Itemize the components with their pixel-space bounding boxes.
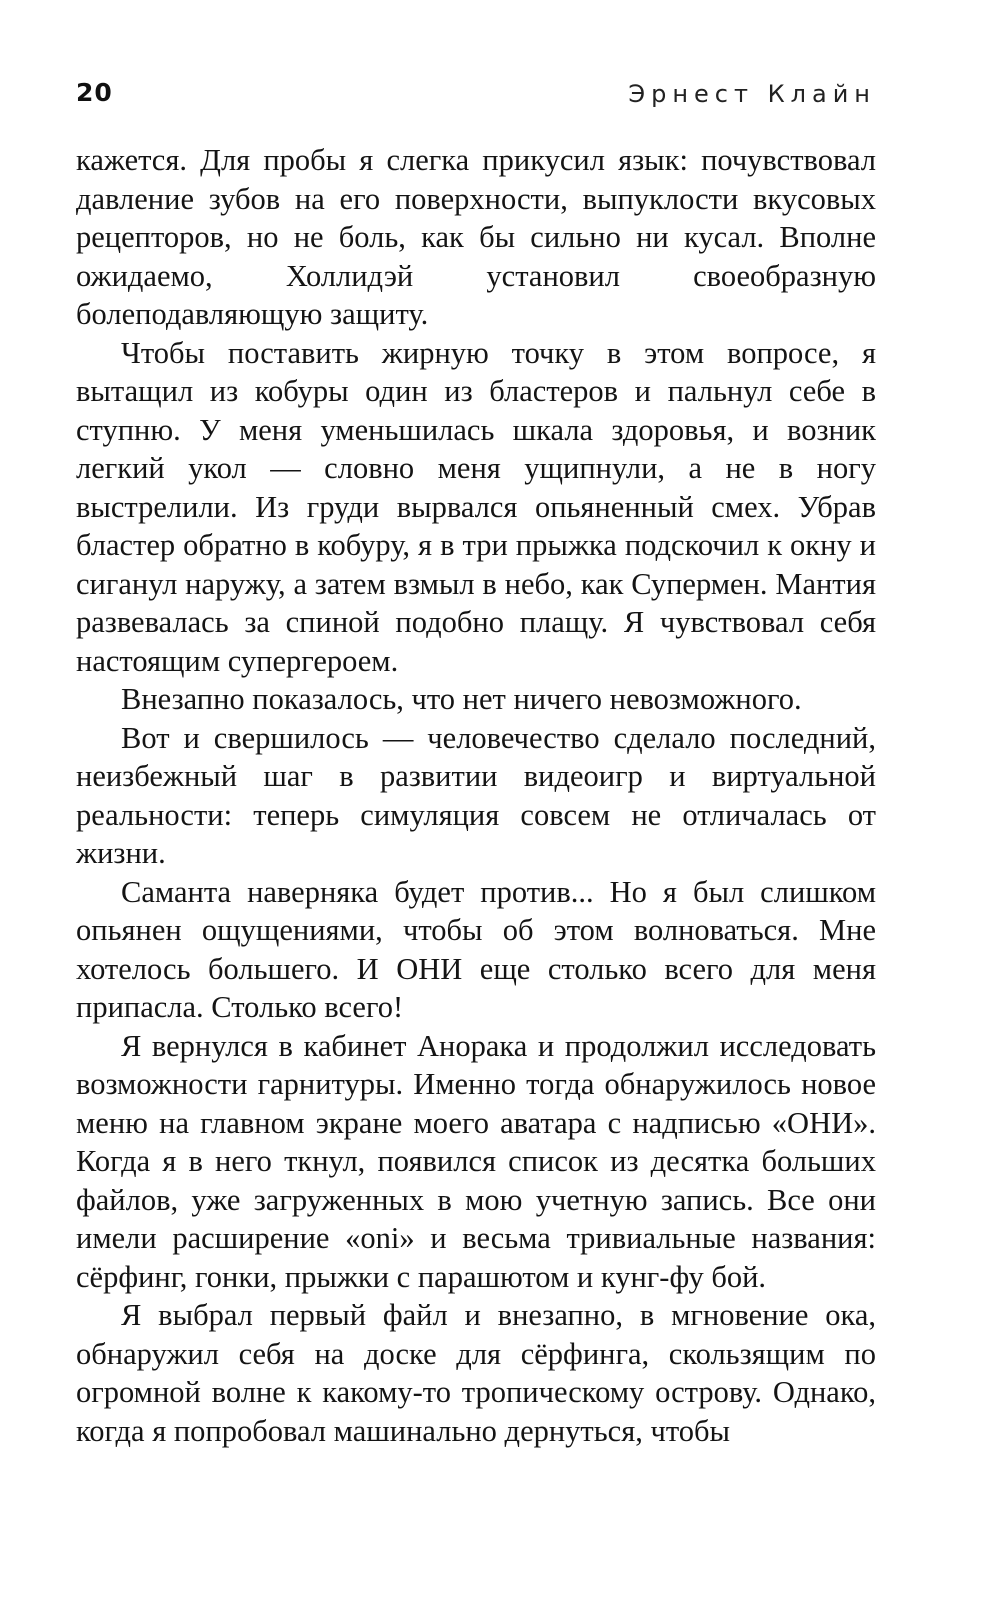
page-number: 20 <box>76 78 113 107</box>
paragraph-continuation: кажется. Для пробы я слегка прикусил язык: почувствовал давление зубов на его поверхности, выпуклости вкусовых рецепторов, но не боль, как бы сильно ни кусал. Вполне ожидаемо, Холлидэй установил своеобразную болеподавляющую защиту. <box>76 143 876 331</box>
page-header <box>76 78 876 118</box>
paragraph: Саманта наверняка будет против... Но я был слишком опьянен ощущениями, чтобы об этом волноваться. Мне хотелось большего. И ОНИ еще столько всего для меня припасла. Столько всего! <box>76 874 876 1024</box>
paragraph: Я выбрал первый файл и внезапно, в мгновение ока, обнаружил себя на доске для сёрфинга, скользящим по огромной волне к какому-то тропическому острову. Однако, когда я попробовал машинально дернуться, чтобы <box>76 1298 876 1448</box>
paragraph: Вот и свершилось — человечество сделало последний, неизбежный шаг в развитии видеоигр и виртуальной реальности: теперь симуляция совсем не отличалась от жизни. <box>76 720 876 870</box>
body-text <box>76 141 876 1450</box>
running-head-author: Эрнест Клайн <box>628 80 876 108</box>
paragraph: Я вернулся в кабинет Анорака и продолжил исследовать возможности гарнитуры. Именно тогда обнаружилось новое меню на главном экране моего аватара с надписью «ОНИ». Когда я в него ткнул, появился список из десятка больших файлов, уже загруженных в мою учетную запись. Все они имели расширение «oni» и весьма тривиальные названия: сёрфинг, гонки, прыжки с парашютом и кунг-фу бой. <box>76 1028 876 1294</box>
paragraph: Чтобы поставить жирную точку в этом вопросе, я вытащил из кобуры один из бластеров и пальнул себе в ступню. У меня уменьшилась шкала здоровья, и возник легкий укол — словно меня ущипнули, а не в ногу выстрелили. Из груди вырвался опьяненный смех. Убрав бластер обратно в кобуру, я в три прыжка подскочил к окну и сиганул наружу, а затем взмыл в небо, как Супермен. Мантия развевалась за спиной подобно плащу. Я чувствовал себя настоящим супергероем. <box>76 335 876 678</box>
paragraph: Внезапно показалось, что нет ничего невозможного. <box>121 682 802 716</box>
